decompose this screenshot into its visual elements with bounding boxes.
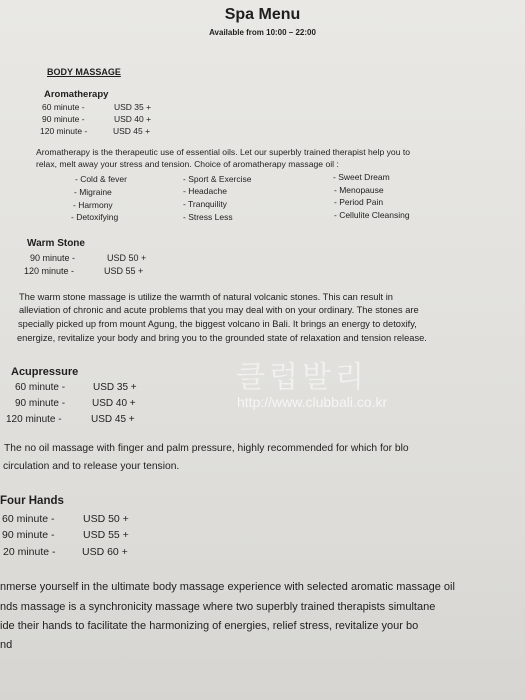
section-heading-body-massage: BODY MASSAGE (47, 67, 121, 77)
price-duration: 60 minute - (42, 102, 85, 112)
price-duration: 60 minute - (2, 513, 55, 525)
description-line: The warm stone massage is utilize the warmth of natural volcanic stones. This can result in (19, 292, 393, 302)
price-duration: 20 minute - (3, 546, 56, 558)
treatment-name-acupressure: Acupressure (11, 366, 79, 378)
oil-option: - Sport & Exercise (183, 174, 252, 184)
price-amount: USD 40 + (92, 398, 136, 409)
treatment-name-warm-stone: Warm Stone (27, 238, 85, 249)
description-line: nds massage is a synchronicity massage where two superbly trained therapists simultane (0, 601, 436, 613)
price-amount: USD 60 + (82, 546, 128, 558)
price-amount: USD 45 + (91, 414, 135, 425)
description-line: ide their hands to facilitate the harmonizing of energies, relief stress, revitalize your bo (0, 620, 419, 632)
price-amount: USD 35 + (93, 382, 137, 393)
oil-option: - Stress Less (183, 212, 233, 222)
oil-option: - Sweet Dream (333, 172, 390, 182)
price-amount: USD 35 + (114, 102, 152, 112)
description-line: nd (0, 639, 13, 651)
price-duration: 90 minute - (42, 114, 85, 124)
price-amount: USD 40 + (114, 114, 152, 124)
oil-option: - Cellulite Cleansing (334, 210, 410, 220)
oil-option: - Migraine (74, 187, 112, 197)
price-amount: USD 45 + (113, 126, 151, 136)
description-line: nmerse yourself in the ultimate body massage experience with selected aromatic massage oil (0, 581, 455, 593)
oil-option: - Menopause (334, 185, 384, 195)
oil-option: - Detoxifying (71, 212, 119, 222)
description-line: energize, revitalize your body and bring you to the grounded state of relaxation and tension release. (17, 333, 427, 343)
price-amount: USD 50 + (83, 513, 129, 525)
price-duration: 90 minute - (15, 398, 66, 409)
price-duration: 120 minute - (40, 126, 88, 136)
treatment-name-aromatherapy: Aromatherapy (44, 89, 109, 100)
oil-option: - Period Pain (334, 197, 384, 207)
price-duration: 60 minute - (15, 382, 66, 393)
price-duration: 90 minute - (30, 253, 76, 263)
watermark-korean: 클럽발리 (236, 361, 368, 394)
description-line: specially picked up from mount Agung, the biggest volcano in Bali. It brings an energy to detoxify, (18, 319, 417, 329)
description-line: Aromatherapy is the therapeutic use of essential oils. Let our superbly trained therapist help you to (36, 147, 411, 157)
price-amount: USD 55 + (83, 529, 129, 541)
treatment-name-four-hands: Four Hands (0, 495, 64, 507)
price-duration: 120 minute - (24, 266, 75, 276)
opening-hours: Available from 10:00 – 22:00 (209, 28, 316, 37)
price-amount: USD 55 + (104, 266, 144, 276)
description-line: circulation and to release your tension. (3, 461, 180, 472)
price-duration: 120 minute - (6, 414, 62, 425)
oil-option: - Headache (183, 186, 227, 196)
oil-option: - Tranquility (183, 199, 227, 209)
description-line: alleviation of chronic and acute problems that you may deal with on your ordinary. The stones are (19, 305, 419, 315)
description-line: relax, melt away your stress and tension. Choice of aromatherapy massage oil : (36, 159, 339, 169)
watermark-url: http://www.clubbali.co.kr (237, 394, 388, 410)
price-amount: USD 50 + (107, 253, 147, 263)
price-duration: 90 minute - (2, 529, 55, 541)
oil-option: - Cold & fever (75, 174, 127, 184)
description-line: The no oil massage with finger and palm pressure, highly recommended for which for blo (4, 443, 409, 454)
menu-title: Spa Menu (224, 6, 301, 23)
oil-option: - Harmony (73, 200, 113, 210)
